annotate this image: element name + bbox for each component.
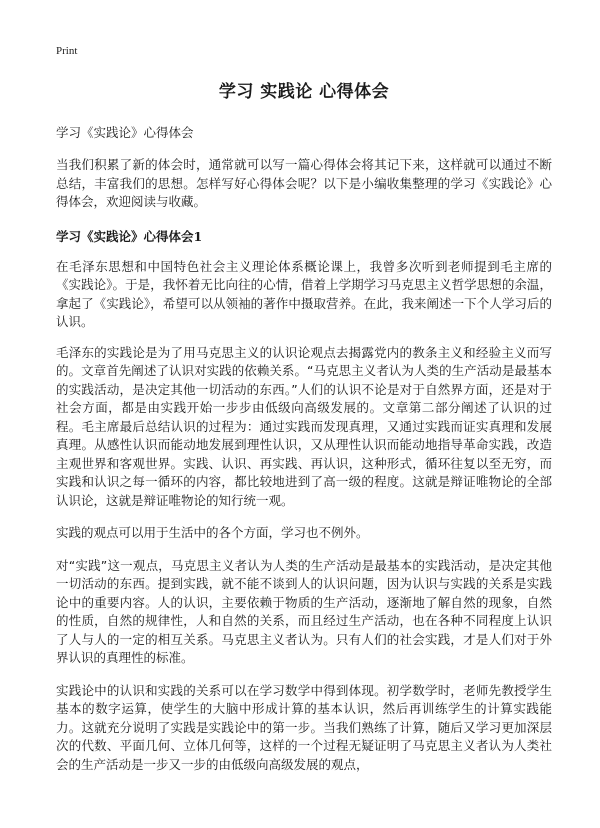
print-link[interactable]: Print [56, 45, 78, 57]
body-paragraph: 实践的观点可以用于生活中的各个方面，学习也不例外。 [56, 525, 369, 540]
document-page [56, 44, 552, 774]
body-paragraph: 在毛泽东思想和中国特色社会主义理论体系概论课上，我曾多次听到老师提到毛主席的《实践论》。于是，我怀着无比向往的心情，借着上学期学习马克思主义哲学思想的余温，拿起了《实践论》，希望可以从领袖的著作中摄取营养。在此，我来阐述一下个人学习后的认识。 [56, 258, 552, 329]
document-subtitle: 学习《实践论》心得体会 [56, 125, 194, 140]
body-paragraph: 毛泽东的实践论是为了用马克思主义的认识论观点去揭露党内的教条主义和经验主义而写的。文章首先阐述了认识对实践的依赖关系。“马克思主义者认为人类的生产活动是最基本的实践活动，是决定其他一切活动的东西。”人们的认识不论是对于自然界方面，还是对于社会方面，都是由实践开始一步步由低级向高级发展的。文章第二部分阐述了认识的过程。毛主席最后总结认识的过程为：通过实践而发现真理，又通过实践而证实真理和发展真理。从感性认识而能动地发展到理性认识，又从理性认识而能动地指导革命实践，改造主观世界和客观世界。实践、认识、再实践、再认识，这种形式，循环往复以至无穷，而实践和认识之每一循环的内容，都比较地进到了高一级的程度。这就是辩证唯物论的全部认识论，这就是辩证唯物论的知行统一观。 [56, 344, 552, 508]
section-heading: 学习《实践论》心得体会1 [56, 228, 203, 244]
body-paragraph: 对“实践”这一观点，马克思主义者认为人类的生产活动是最基本的实践活动，是决定其他一切活动的东西。提到实践，就不能不谈到人的认识问题，因为认识与实践的关系是实践论中的重要内容。人的认识，主要依赖于物质的生产活动，逐渐地了解自然的现象，自然的性质，自然的规律性，人和自然的关系，而且经过生产活动，也在各种不同程度上认识了人与人的一定的相互关系。马克思主义者认为。只有人们的社会实践，才是人们对于外界认识的真理性的标准。 [56, 557, 552, 665]
intro-paragraph: 当我们积累了新的体会时，通常就可以写一篇心得体会将其记下来，这样就可以通过不断总结，丰富我们的思想。怎样写好心得体会呢？以下是小编收集整理的学习《实践论》心得体会，欢迎阅读与收藏。 [56, 157, 552, 209]
page-title: 学习 实践论 心得体会 [218, 82, 390, 102]
body-paragraph: 实践论中的认识和实践的关系可以在学习数学中得到体现。初学数学时，老师先教授学生基本的数字运算，使学生的大脑中形成计算的基本认识，然后再训练学生的计算实践能力。这就充分说明了实践是实践论中的第一步。当我们熟练了计算，随后又学习更加深层次的代数、平面几何、立体几何等，这样的一个过程无疑证明了马克思主义者认为人类社会的生产活动是一步又一步的由低级向高级发展的观点， [56, 682, 552, 772]
